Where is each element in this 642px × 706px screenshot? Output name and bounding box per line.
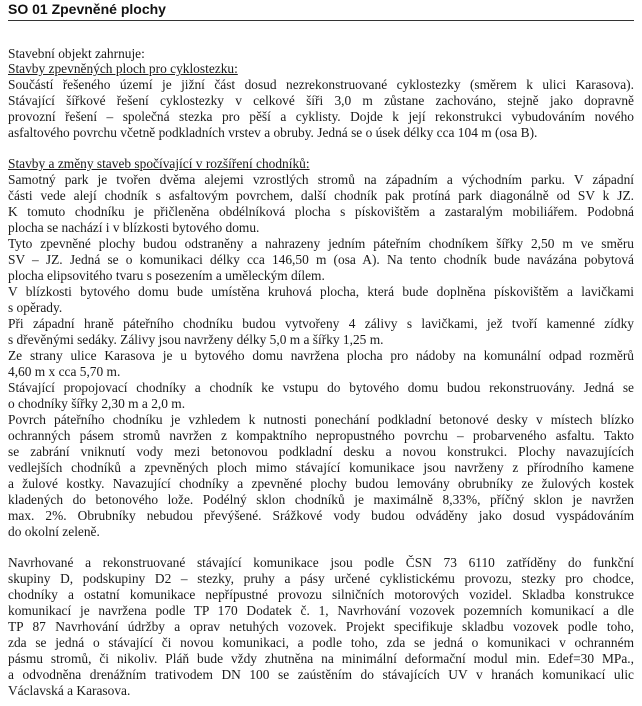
text-line: s opěrady. bbox=[8, 300, 63, 315]
text-line: části vede alejí chodník s asfaltovým povrchem, další chodník pak protíná park diagonálně od SV k JZ. bbox=[8, 188, 634, 203]
text-line: plocha se nachází i v blízkosti bytového domu. bbox=[8, 220, 260, 235]
text-line: o chodníky šířky 2,30 m a 2,0 m. bbox=[8, 396, 186, 411]
text-line: Povrch páteřního chodníku je vzhledem k nutnosti ponechání podkladní betonové desky v místech blízko bbox=[8, 412, 634, 427]
text-line: Při západní hraně páteřního chodníku budou vytvořeny 4 zálivy s lavičkami, jež tvoří kamenné zídky bbox=[8, 316, 634, 331]
text-line: Ze strany ulice Karasova je u bytového domu navržena plocha pro nádoby na komunální odpad rozměrů bbox=[8, 348, 634, 363]
text-line: SV – JZ. Jedná se o komunikaci délky cca 146,50 m (osa A). Na tento chodník bude navázána pobytová bbox=[8, 252, 634, 267]
text-line: se zabrání vniknutí vody mezi betonovou podkladní desku a novou konstrukci. Plochy navazujících bbox=[8, 444, 634, 459]
text-line: skupiny D, podskupiny D2 – stezky, pruhy a pásy určené cyklistickému provozu, stezky pro chodce, bbox=[8, 571, 634, 586]
text-line: asfaltového povrchu včetně podkladních vrstev a obruby. Jedná se o úsek délky cca 104 m (osa B). bbox=[8, 125, 538, 140]
page-heading: SO 01 Zpevněné plochy bbox=[8, 0, 634, 21]
text-line: vedlejších chodníků a zpevněných ploch mimo stávající komunikace jsou navrženy z přírodního kamene bbox=[8, 460, 634, 475]
text-line: TP 87 Navrhování údržby a oprav netuhých vozovek. Projekt specifikuje skladbu vozovek podle toho, bbox=[8, 619, 634, 634]
text-line: zda se jedná o stávající či novou komunikaci, a podle toho, zda se jedná o komunikaci v ochranném bbox=[8, 635, 634, 650]
text-line: Samotný park je tvořen dvěma alejemi vzrostlých stromů na západním a východním parku. V západní bbox=[8, 172, 634, 187]
section-heading: Stavby a změny staveb spočívající v rozšíření chodníků: bbox=[8, 156, 310, 171]
text-line: komunikací je navržena podle TP 170 Dodatek č. 1, Navrhování vozovek pozemních komunikací a dle bbox=[8, 603, 634, 618]
text-line: do okolní zeleně. bbox=[8, 524, 100, 539]
text-line: a žulové kostky. Navazující chodníky a zpevněné plochy budou lemovány obrubníky ze žulových kostek bbox=[8, 476, 634, 491]
text-line: Václavská a Karasova. bbox=[8, 683, 131, 698]
text-line: 4,60 m x cca 5,70 m. bbox=[8, 364, 121, 379]
text-line: Součástí řešeného území je jižní část dosud nezrekonstruované cyklostezky (směrem k ulici Karasova). bbox=[8, 77, 634, 92]
text-line: Stávající šířkové řešení cyklostezky v celkové šíři 3,0 m zůstane zachováno, stejně jako dopravně bbox=[8, 93, 634, 108]
text-line: kladených do betonového lože. Podélný sklon chodníků je maximálně 8,33%, příčný sklon je navržen bbox=[8, 492, 634, 507]
text-line: V blízkosti bytového domu bude umístěna kruhová plocha, která bude doplněna pískovištěm a lavičkami bbox=[8, 284, 634, 299]
text-line: pásmu stromů, či nikoliv. Pláň bude vždy zhutněna na minimální deformační modul min. Edef=30 MPa., bbox=[8, 651, 634, 666]
section-heading: Stavby zpevněných ploch pro cyklostezku: bbox=[8, 61, 238, 76]
text-line: Stavební objekt zahrnuje: bbox=[8, 46, 145, 61]
text-line: max. 2%. Obrubníky nebudou převýšené. Srážkové vody budou odváděny jako dosud vyspádováním bbox=[8, 508, 634, 523]
text-line: chodníky a ostatní komunikace nepřípustné provozu silničních motorových vozidel. Skladba konstrukce bbox=[8, 587, 634, 602]
text-line: provozní řešení – společná stezka pro pěší a cyklisty. Dojde k její rekonstrukci vybudováním nového bbox=[8, 109, 634, 124]
text-line: K tomuto chodníku je přičleněna obdélníková plocha s pískovištěm a zastaralým mobiliářem. Podobná bbox=[8, 204, 634, 219]
text-line: ochranných pásem stromů navržen z kompaktního nepropustného povrchu – probarveného asfaltu. Takto bbox=[8, 428, 634, 443]
text-line: Navrhované a rekonstruované stávající komunikace jsou podle ČSN 73 6110 zatříděny do funkční bbox=[8, 555, 634, 570]
text-line: Tyto zpevněné plochy budou odstraněny a nahrazeny jedním páteřním chodníkem šířky 2,50 m ve směru bbox=[8, 236, 634, 251]
text-line: a odvodněna drenážním trativodem DN 100 se zaústěním do stávajících UV v hranách komunikací ulic bbox=[8, 667, 634, 682]
text-line: Stávající propojovací chodníky a chodník ke vstupu do bytového domu budou rekonstruovány. Jedná se bbox=[8, 380, 634, 395]
text-line: s dřevěnými sedáky. Zálivy jsou navrženy délky 5,0 m a šířky 1,25 m. bbox=[8, 332, 384, 347]
text-line: plocha elipsovitého tvaru s posezením a uměleckým dílem. bbox=[8, 268, 325, 283]
